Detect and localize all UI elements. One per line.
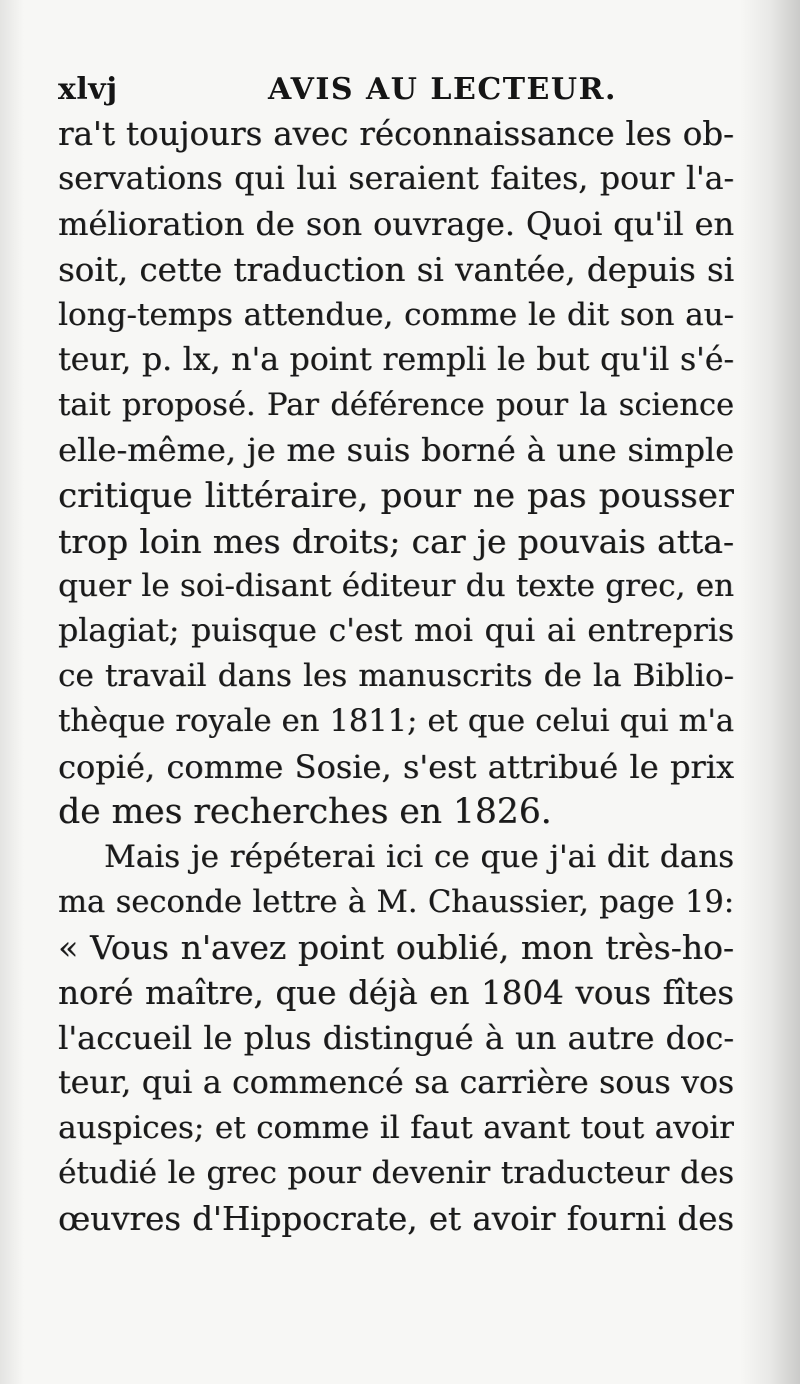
text-line: trop loin mes droits; car je pouvais atta- [58,521,734,561]
text-line: noré maître, que déjà en 1804 vous fîtes [58,973,734,1012]
text-line: œuvres d'Hippocrate, et avoir fourni des [58,1199,734,1238]
text-line: teur, p. lx, n'a point rempli le but qu'il s'é- [58,341,734,378]
page-edge-shadow [740,0,800,1384]
text-line: de mes recherches en 1826. [58,791,552,832]
text-line: ce travail dans les manuscrits de la Biblio- [58,658,734,695]
page-number: xlvj [58,72,118,107]
text-line: plagiat; puisque c'est moi qui ai entrepris [58,613,734,650]
text-line: ma seconde lettre à M. Chaussier, page 19: [58,885,734,921]
text-line: soit, cette traduction si vantée, depuis si [58,250,734,289]
running-head-title: AVIS AU LECTEUR. [268,72,617,107]
text-line: teur, qui a commencé sa carrière sous vos [58,1064,734,1101]
text-line: thèque royale en 1811; et que celui qui m'a [58,704,734,740]
text-line: long-temps attendue, comme le dit son au- [58,296,734,333]
text-line: tait proposé. Par déférence pour la science [58,388,734,424]
text-line: Mais je répéterai ici ce que j'ai dit dans [104,839,734,875]
body-text [58,112,734,1242]
page-gutter-shadow [0,0,24,1384]
text-line: auspices; et comme il faut avant tout avoir [58,1110,734,1147]
text-line: copié, comme Sosie, s'est attribué le prix [58,747,734,786]
text-line: mélioration de son ouvrage. Quoi qu'il en [58,205,734,244]
text-line: critique littéraire, pour ne pas pousser [58,475,734,516]
text-line: étudié le grec pour devenir traducteur des [58,1155,734,1192]
text-line: elle-même, je me suis borné à une simple [58,431,734,470]
text-line: servations qui lui seraient faites, pour l'a- [58,161,734,198]
text-line: « Vous n'avez point oublié, mon très-ho- [58,928,734,968]
text-line: ra't toujours avec réconnaissance les ob- [58,115,734,153]
text-line: l'accueil le plus distingué à un autre doc- [58,1018,734,1057]
running-head [58,68,748,114]
text-line: quer le soi-disant éditeur du texte grec, en [58,567,734,604]
